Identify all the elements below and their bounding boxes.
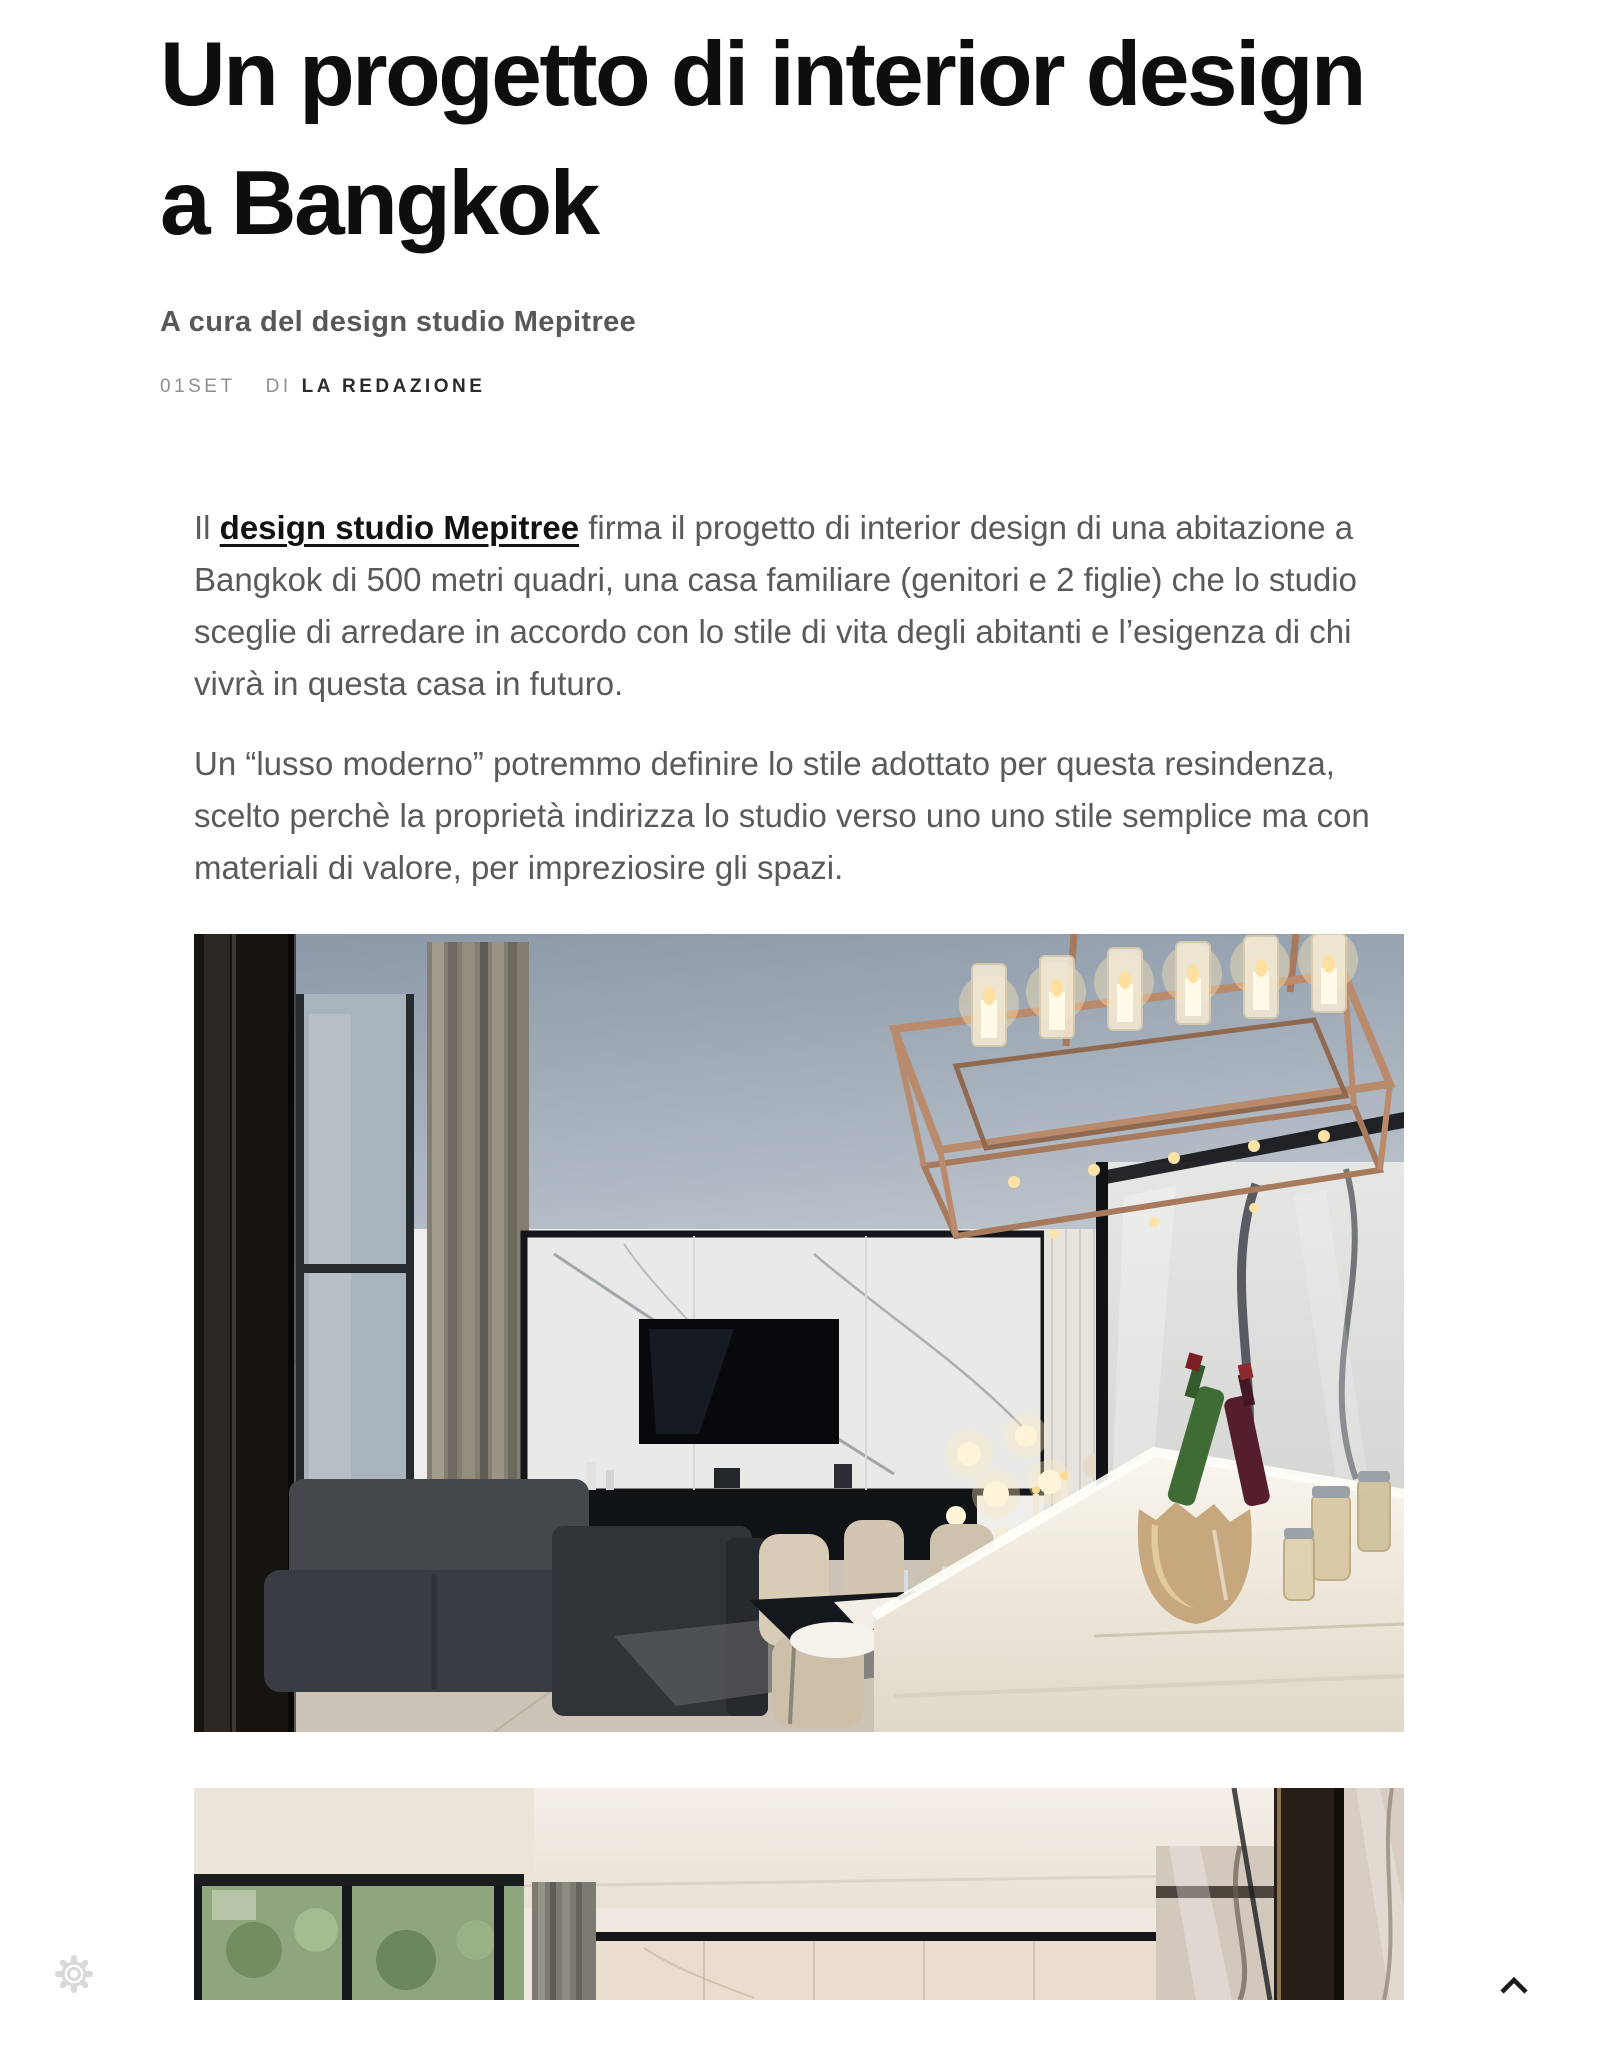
article-image-second-interior[interactable] <box>194 1788 1404 2000</box>
chevron-up-icon <box>1499 1977 1529 1995</box>
marble-wainscot <box>596 1932 1156 2000</box>
second-interior-illustration <box>194 1788 1404 2000</box>
article-byline-prefix: DI <box>265 376 292 397</box>
page-title-line-1: Un progetto di interior design <box>160 24 1365 125</box>
settings-button[interactable] <box>48 1948 100 2000</box>
tv-screen <box>639 1319 839 1444</box>
page-title <box>160 10 1538 268</box>
article-image-living-dining[interactable] <box>194 934 1404 1732</box>
article-date: 01SET <box>160 376 236 397</box>
page-title-line-2: a Bangkok <box>160 153 598 254</box>
article-subtitle: A cura del design studio Mepitree <box>160 306 637 338</box>
article-header <box>0 0 1598 398</box>
paragraph-1-lead: Il <box>194 509 220 546</box>
paragraph-1 <box>194 502 1412 710</box>
window-greenery <box>194 1788 534 2000</box>
paragraph-2: Un “lusso moderno” potremmo definire lo stile adottato per questa resindenza, scelto perchè la proprietà indirizza lo studio verso uno uno stile semplice ma con materiali di valore, per impreziosire gli spazi. <box>194 745 1370 886</box>
article-body <box>0 502 1598 2000</box>
scroll-to-top-button[interactable] <box>1486 1958 1542 2014</box>
article-author-link[interactable]: LA REDAZIONE <box>301 376 486 397</box>
living-room-illustration <box>194 934 1404 1732</box>
mepitree-studio-link[interactable]: design studio Mepitree <box>219 509 580 546</box>
curtain-2 <box>532 1882 596 2000</box>
article-meta <box>160 376 1538 398</box>
gear-icon <box>54 1953 94 1995</box>
paragraph-1-rest: firma il progetto di interior design di una abitazione a Bangkok di 500 metri quadri, una casa familiare (genitori e 2 figlie) che lo studio sceglie di arredare in accordo con lo stile di vita degli abitanti e l’esigenza di chi vivrà in questa casa in futuro. <box>194 509 1357 702</box>
